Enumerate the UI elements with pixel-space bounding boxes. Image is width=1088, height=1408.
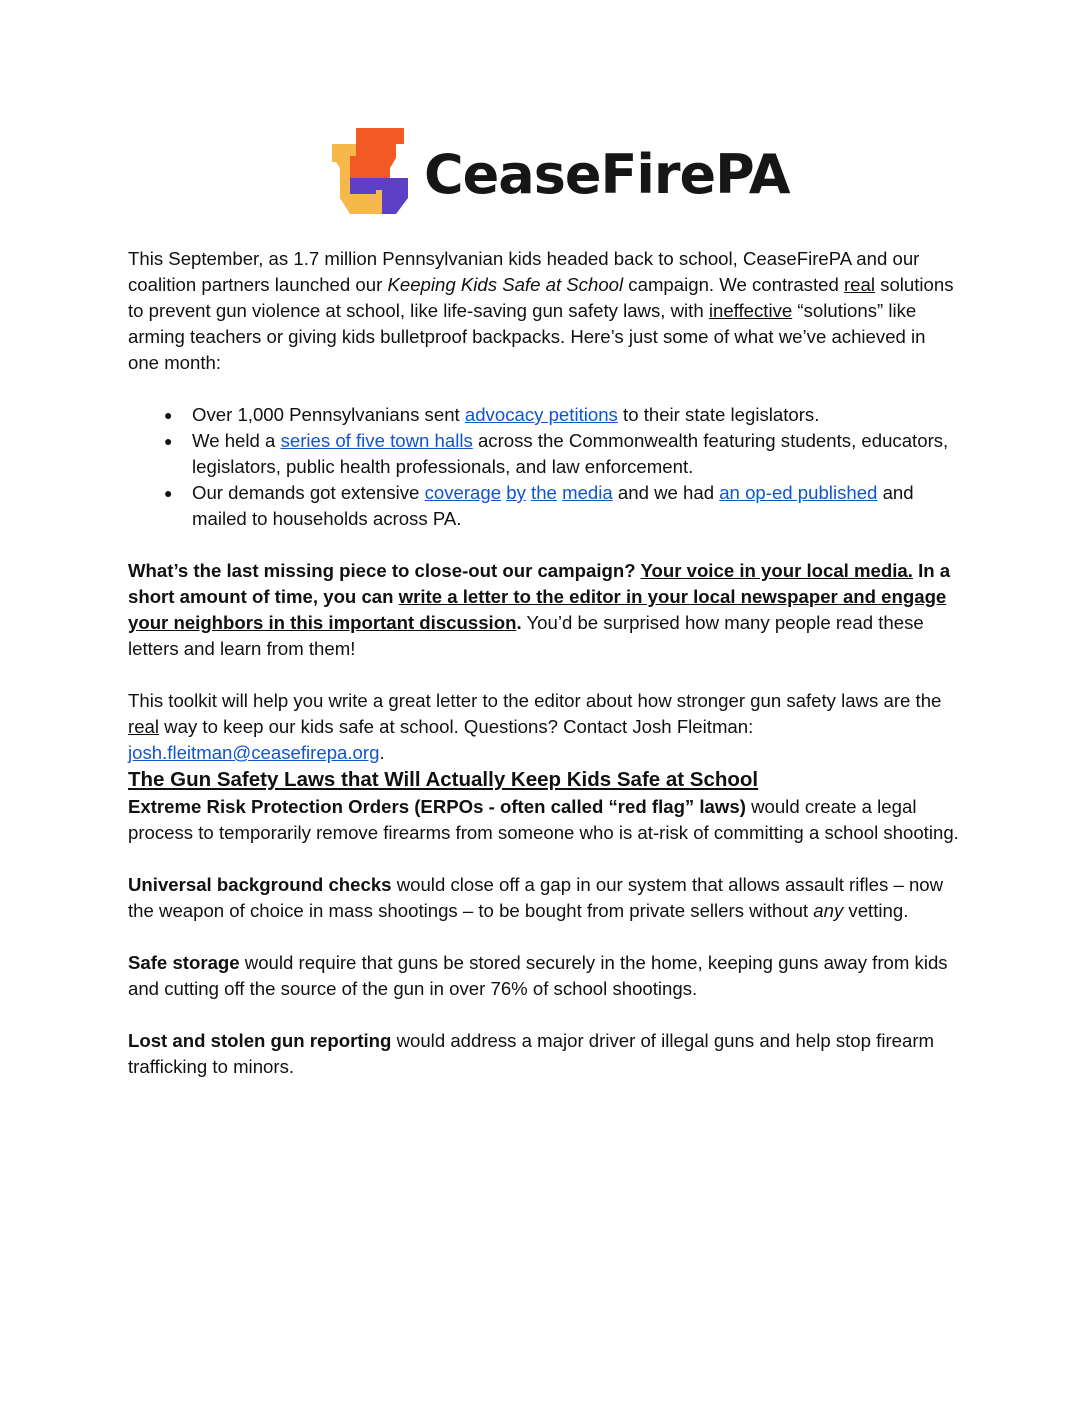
- contact-email-link[interactable]: josh.fleitman@ceasefirepa.org: [128, 742, 380, 763]
- toolkit-paragraph: This toolkit will help you write a great letter to the editor about how stronger gun safety laws are the real way to keep our kids safe at school. Questions? Contact Josh Fleitman: josh.fleitman@ceasefirepa.org.: [128, 690, 942, 763]
- lost-stolen-paragraph: Lost and stolen gun reporting would address a major driver of illegal guns and help stop firearm trafficking to minors.: [128, 1030, 935, 1077]
- op-ed-link[interactable]: an op-ed published: [719, 482, 878, 503]
- background-checks-paragraph: Universal background checks would close off a gap in our system that allows assault rifles – now the weapon of choice in mass shootings – to be bought from private sellers without any vetting.: [128, 874, 944, 921]
- achievements-list: [128, 402, 960, 532]
- safe-storage-paragraph: Safe storage would require that guns be stored securely in the home, keeping guns away from kids and cutting off the source of the gun in over 76% of school shootings.: [128, 952, 948, 999]
- call-to-action-paragraph: What’s the last missing piece to close-out our campaign? Your voice in your local media. In a short amount of time, you can write a letter to the editor in your local newspaper and engage your neighbors in this important discussion. You’d be surprised how many people read these letters and learn from them!: [128, 560, 951, 659]
- campaign-name: Keeping Kids Safe at School: [387, 274, 624, 295]
- bullet-icon: ●: [164, 433, 173, 449]
- bullet-icon: ●: [164, 407, 173, 423]
- write-letter-underlined: write a letter to the editor in your local newspaper and engage your neighbors in this important discussion: [128, 586, 947, 633]
- list-item: ● Over 1,000 Pennsylvanians sent advocacy petitions to their state legislators.: [128, 402, 960, 428]
- erpo-paragraph: Extreme Risk Protection Orders (ERPOs - often called “red flag” laws) would create a legal process to temporarily remove firearms from someone who is at-risk of committing a school shooting.: [128, 796, 959, 843]
- the-link[interactable]: the: [531, 482, 557, 503]
- advocacy-petitions-link[interactable]: advocacy petitions: [464, 404, 618, 425]
- logo-wordmark: CeaseFirePA: [424, 143, 790, 206]
- coverage-link[interactable]: coverage: [424, 482, 502, 503]
- logo-orange-shape: [350, 128, 404, 178]
- bullet-icon: ●: [164, 485, 173, 501]
- your-voice-underlined: Your voice in your local media.: [640, 560, 913, 581]
- ceasefirepa-logo: [330, 128, 790, 218]
- real-underlined: real: [843, 274, 875, 295]
- by-link[interactable]: by: [506, 482, 526, 503]
- document-body: [128, 246, 960, 1080]
- section-heading: The Gun Safety Laws that Will Actually Keep Kids Safe at School: [128, 768, 759, 791]
- ineffective-underlined: ineffective: [708, 300, 793, 321]
- list-item: ● We held a series of five town halls across the Commonwealth featuring students, educators, legislators, public health professionals, and law enforcement.: [164, 430, 949, 477]
- media-link[interactable]: media: [562, 482, 613, 503]
- list-item: ● Our demands got extensive coverage by the media and we had an op-ed published and mailed to households across PA.: [164, 482, 914, 529]
- intro-paragraph: This September, as 1.7 million Pennsylvanian kids headed back to school, CeaseFirePA and our coalition partners launched our Keeping Kids Safe at School campaign. We contrasted real solutions to prevent gun violence at school, like life-saving gun safety laws, with ineffective “solutions” like arming teachers or giving kids bulletproof backpacks. Here’s just some of what we’ve achieved in one month:: [128, 248, 954, 373]
- town-halls-link[interactable]: series of five town halls: [280, 430, 473, 451]
- real-underlined: real: [128, 716, 160, 737]
- keystone-logo-icon: [330, 128, 414, 214]
